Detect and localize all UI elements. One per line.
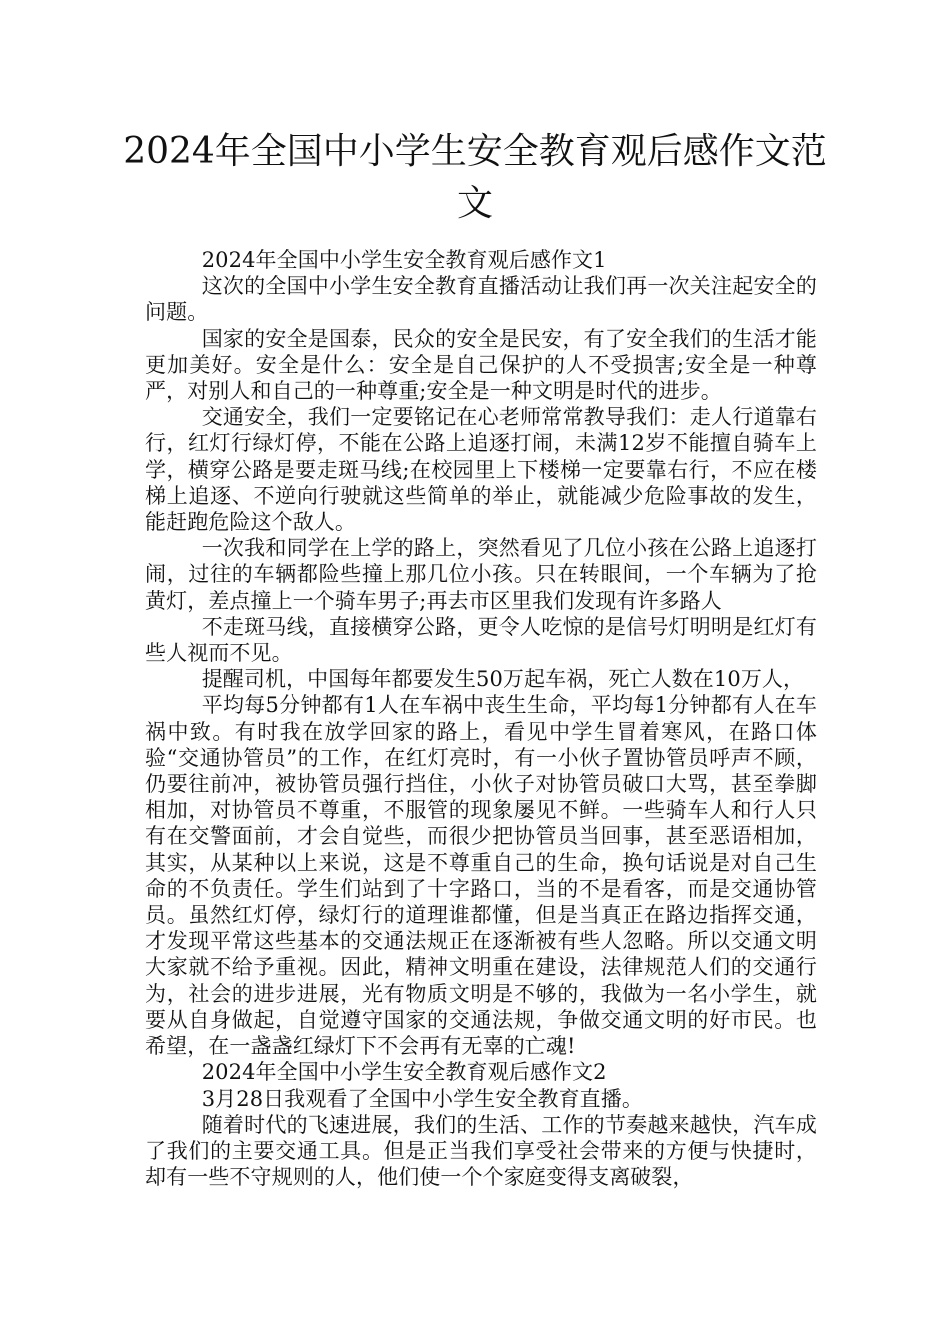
paragraph: 一次我和同学在上学的路上，突然看见了几位小孩在公路上追逐打闹，过往的车辆都险些撞上那几位小孩。只在转眼间，一个车辆为了抢黄灯，差点撞上一个骑车男子;再去市区里我们发现有许多路人 (145, 536, 817, 613)
essay-heading-2: 2024年全国中小学生安全教育观后感作文2 (201, 1060, 607, 1085)
paragraph: 提醒司机，中国每年都要发生50万起车祸，死亡人数在10万人， (201, 667, 805, 692)
paragraph: 交通安全，我们一定要铭记在心老师常常教导我们：走人行道靠右行，红灯行绿灯停，不能在公路上追逐打闹，未满12岁不能擅自骑车上学，横穿公路是要走斑马线;在校园里上下楼梯一定要靠右行，不应在楼梯上追逐、不逆向行驶就这些简单的举止，就能减少危险事故的发生，能赶跑危险这个敌人。 (145, 405, 817, 535)
paragraph: 平均每5分钟都有1人在车祸中丧生生命，平均每1分钟都有人在车祸中致。有时我在放学回家的路上，看见中学生冒着寒风，在路口体验“交通协管员”的工作，在红灯亮时，有一小伙子置协管员呼声不顾，仍要往前冲，被协管员强行挡住，小伙子对协管员破口大骂，甚至拳脚相加，对协管员不尊重，不服管的现象屡见不鲜。一些骑车人和行人只有在交警面前，才会自觉些，而很少把协管员当回事，甚至恶语相加，其实，从某种以上来说，这是不尊重自己的生命，换句话说是对自己生命的不负责任。学生们站到了十字路口，当的不是看客，而是交通协管员。虽然红灯停，绿灯行的道理谁都懂，但是当真正在路边指挥交通，才发现平常这些基本的交通法规正在逐渐被有些人忽略。所以交通文明大家就不给予重视。因此，精神文明重在建设，法律规范人们的交通行为，社会的进步进展，光有物质文明是不够的，我做为一名小学生，就要从自身做起，自觉遵守国家的交通法规，争做交通文明的好市民。也希望，在一盏盏红绿灯下不会再有无辜的亡魂! (145, 693, 817, 1059)
document-title: 2024年全国中小学生安全教育观后感作文范文 (123, 131, 827, 224)
essay-heading-1: 2024年全国中小学生安全教育观后感作文1 (201, 248, 607, 272)
paragraph: 随着时代的飞速进展，我们的生活、工作的节奏越来越快，汽车成了我们的主要交通工具。但是正当我们享受社会带来的方便与快捷时，却有一些不守规则的人，他们使一个个家庭变得支离破裂， (145, 1112, 817, 1190)
document-body (145, 247, 817, 1190)
paragraph: 国家的安全是国泰，民众的安全是民安，有了安全我们的生活才能更加美好。安全是什么：安全是自己保护的人不受损害;安全是一种尊严，对别人和自己的一种尊重;安全是一种文明是时代的进步。 (145, 326, 817, 404)
paragraph: 3月28日我观看了全国中小学生安全教育直播。 (201, 1086, 643, 1111)
paragraph: 不走斑马线，直接横穿公路，更令人吃惊的是信号灯明明是红灯有些人视而不见。 (145, 614, 817, 666)
paragraph: 这次的全国中小学生安全教育直播活动让我们再一次关注起安全的问题。 (145, 274, 817, 325)
